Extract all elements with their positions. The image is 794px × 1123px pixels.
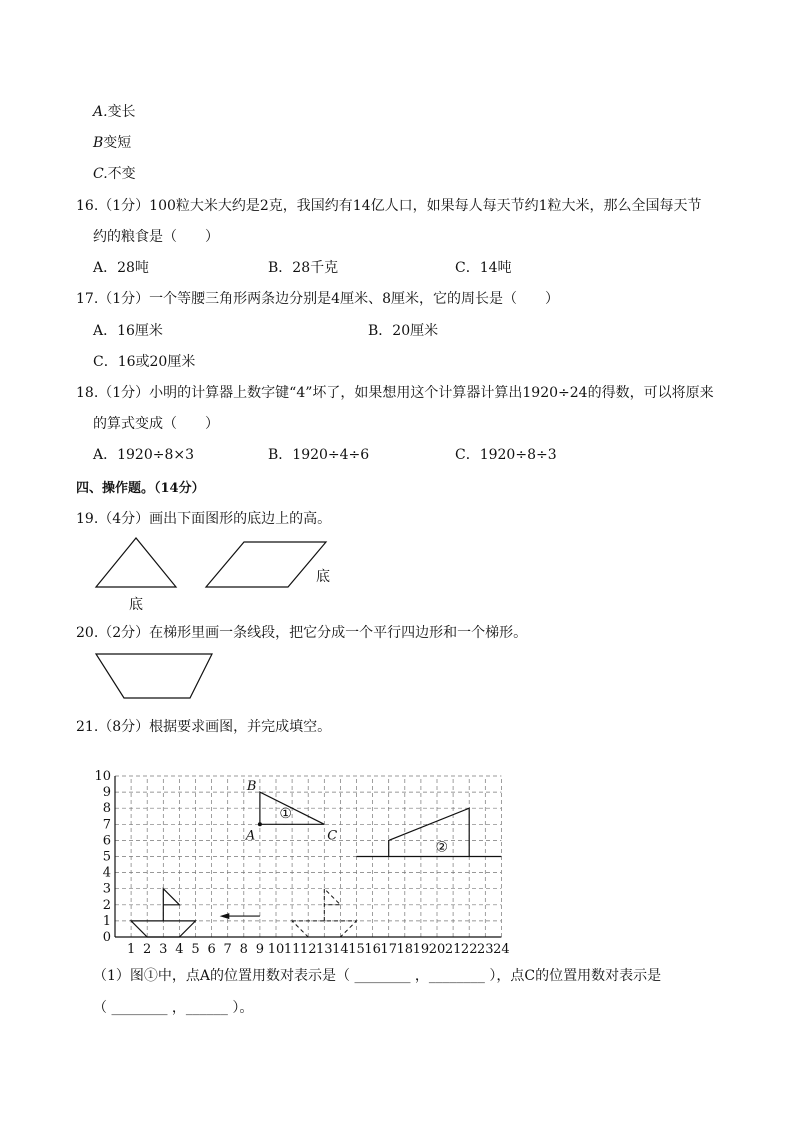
option-letter: B [93, 135, 104, 151]
y-tick-label: 4 [102, 865, 111, 881]
x-tick-label: 13 [316, 942, 333, 957]
q16-option-a: A．28吨 [93, 260, 149, 276]
point-a-dot [258, 822, 262, 826]
y-tick-label: 2 [102, 897, 111, 913]
q19-text: 19.（4分）画出下面图形的底边上的高。 [76, 511, 332, 527]
q19-parallelogram [206, 542, 326, 587]
q16-line2: 约的粮食是（ ） [93, 229, 219, 245]
q19-base-label-parallelogram: 底 [316, 569, 330, 585]
option-letter: A. [93, 104, 108, 120]
q18-option-a: A．1920÷8×3 [93, 447, 195, 463]
y-tick-label: 5 [102, 849, 111, 865]
y-tick-label: 3 [102, 881, 111, 897]
y-tick-label: 1 [102, 913, 111, 929]
x-tick-label: 19 [412, 942, 430, 957]
x-tick-label: 2 [143, 942, 152, 957]
y-tick-label: 10 [94, 769, 111, 784]
boat-sail [163, 889, 179, 921]
q18-line1: 18.（1分）小明的计算器上数字键“4”坏了，如果想用这个计算器计算出1920÷24的得数，可以将原来 [76, 385, 714, 401]
x-tick-label: 9 [255, 942, 265, 957]
x-tick-label: 11 [283, 942, 301, 957]
section-heading: 四、操作题。（14分） [76, 481, 205, 496]
x-tick-label: 5 [191, 942, 200, 957]
boat-hull [131, 921, 195, 937]
x-tick-label: 24 [493, 942, 510, 957]
y-tick-label: 6 [102, 833, 111, 849]
y-tick-label: 9 [102, 785, 111, 801]
shape-2-trapezoid [389, 808, 470, 856]
q16-line1: 16.（1分）100粒大米大约是2克，我国约有14亿人口，如果每人每天节约1粒大米，那么全国每天节 [76, 198, 702, 214]
x-tick-label: 8 [239, 942, 248, 957]
option-text: 不变 [107, 166, 136, 182]
x-tick-label: 21 [444, 942, 462, 957]
q20-text: 20.（2分）在梯形里画一条线段，把它分成一个平行四边形和一个梯形。 [76, 625, 528, 641]
q15-option-a [93, 101, 136, 121]
shape-1-triangle [260, 792, 324, 824]
arrow-left-icon [220, 913, 230, 919]
q16-option-b: B．28千克 [268, 260, 339, 276]
x-tick-label: 20 [428, 942, 446, 957]
q17-option-b: B．20厘米 [368, 323, 439, 339]
q19-triangle [96, 538, 176, 587]
dashed-boat-sail [324, 889, 340, 921]
y-tick-label: 0 [102, 930, 111, 945]
x-tick-label: 18 [396, 942, 414, 957]
q21-text: 21.（8分）根据要求画图，并完成填空。 [76, 719, 332, 735]
q20-trapezoid [96, 654, 212, 698]
point-label-a: A [245, 828, 256, 844]
option-letter: C. [93, 166, 108, 182]
x-tick-label: 7 [223, 942, 232, 957]
q21-sub1-line1: （1）图①中，点A的位置用数对表示是（ ________ ，________ ），点C的位置用数对表示是 [93, 968, 662, 984]
x-tick-label: 10 [267, 942, 285, 957]
x-tick-label: 15 [348, 942, 365, 957]
x-tick-label: 14 [332, 942, 349, 957]
point-label-c: C [327, 828, 338, 844]
x-tick-label: 1 [126, 942, 136, 957]
x-tick-label: 4 [175, 942, 184, 957]
q15-option-b [93, 132, 131, 152]
shape-2-label: ② [435, 839, 449, 856]
q19-base-label-triangle: 底 [129, 597, 143, 613]
q18-line2: 的算式变成（ ） [93, 416, 219, 432]
x-tick-label: 12 [299, 942, 317, 957]
dashed-boat-hull [292, 921, 356, 937]
x-tick-label: 17 [380, 942, 397, 957]
x-tick-label: 16 [364, 942, 381, 957]
x-tick-label: 3 [159, 942, 168, 957]
x-tick-label: 6 [207, 942, 216, 957]
q17-option-a: A．16厘米 [93, 323, 163, 339]
q16-option-c: C．14吨 [455, 260, 512, 276]
q15-option-c [93, 163, 136, 183]
q18-option-c: C．1920÷8÷3 [455, 447, 557, 463]
q17-option-c: C．16或20厘米 [93, 354, 196, 370]
x-tick-label: 22 [460, 942, 478, 957]
q21-sub1-line2: （ ________ ，______ ）。 [93, 1000, 254, 1016]
y-tick-label: 8 [102, 801, 111, 817]
point-label-b: B [246, 779, 257, 795]
x-tick-label: 23 [477, 942, 494, 957]
q18-option-b: B．1920÷4÷6 [268, 447, 370, 463]
option-text: 变短 [103, 135, 132, 151]
shape-1-label: ① [279, 805, 292, 822]
q17-line1: 17.（1分）一个等腰三角形两条边分别是4厘米、8厘米，它的周长是（ ） [76, 291, 559, 307]
option-text: 变长 [107, 104, 136, 120]
y-tick-label: 7 [102, 817, 111, 833]
